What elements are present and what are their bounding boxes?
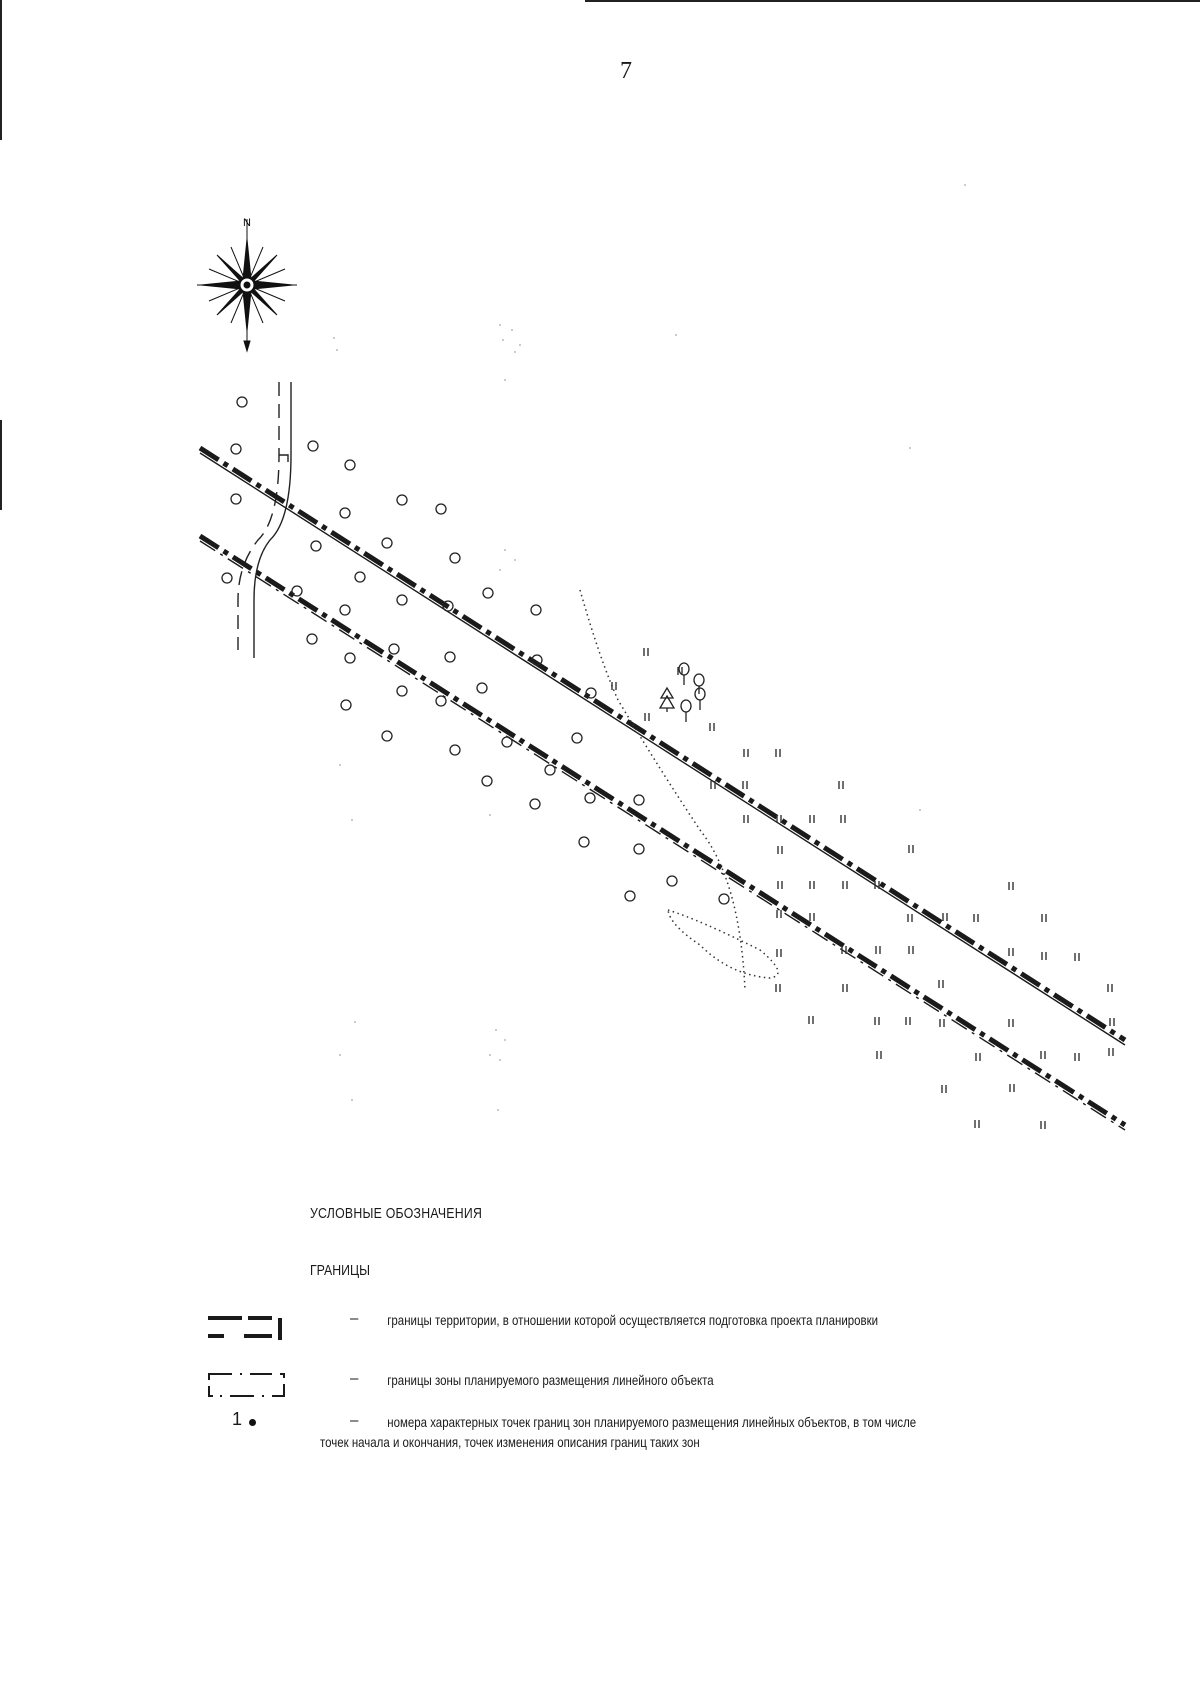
marsh-icon — [842, 946, 846, 954]
marsh-symbols — [612, 648, 1114, 1129]
marsh-icon — [843, 984, 847, 992]
marsh-icon — [777, 815, 781, 823]
map-circles — [222, 397, 729, 904]
marsh-icon — [1041, 1121, 1045, 1129]
marsh-icon — [778, 846, 782, 854]
marsh-icon — [877, 1051, 881, 1059]
territory-boundary-upper — [200, 448, 1125, 1045]
marsh-icon — [1042, 952, 1046, 960]
marsh-icon — [809, 1016, 813, 1024]
marsh-icon — [612, 682, 616, 690]
point-number-icon — [200, 1409, 292, 1436]
legend-item-dash: – — [350, 1412, 359, 1429]
zone-boundary-icon — [200, 1370, 292, 1400]
legend-item-dash: – — [350, 1370, 359, 1387]
marsh-icon — [976, 1053, 980, 1061]
marsh-icon — [841, 815, 845, 823]
marsh-icon — [810, 913, 814, 921]
marsh-icon — [876, 946, 880, 954]
marsh-icon — [776, 984, 780, 992]
legend-item-point-number — [200, 1409, 1060, 1456]
legend-item-dash: – — [350, 1310, 359, 1327]
marsh-icon — [943, 913, 947, 921]
marsh-icon — [810, 881, 814, 889]
marsh-icon — [744, 815, 748, 823]
marsh-icon — [939, 980, 943, 988]
point-dot — [249, 1419, 256, 1426]
marsh-icon — [906, 1017, 910, 1025]
marsh-icon — [1075, 1053, 1079, 1061]
marsh-icon — [645, 713, 649, 721]
marsh-icon — [678, 667, 682, 675]
marsh-icon — [909, 845, 913, 853]
marsh-icon — [744, 749, 748, 757]
marsh-icon — [940, 1019, 944, 1027]
marsh-icon — [875, 1017, 879, 1025]
territory-boundary-icon — [200, 1310, 292, 1344]
legend-item-territory-boundary — [200, 1310, 1060, 1354]
marsh-icon — [1109, 1048, 1113, 1056]
marsh-icon — [875, 881, 879, 889]
marsh-icon — [975, 1120, 979, 1128]
marsh-icon — [909, 946, 913, 954]
legend-item-text: границы зоны планируемого размещения линейного объекта — [387, 1372, 714, 1388]
point-number-label: 1 — [232, 1409, 243, 1429]
compass-rose-icon — [197, 219, 297, 351]
legend-item-zone-boundary — [200, 1370, 1060, 1400]
page-number: 7 — [620, 58, 632, 84]
marsh-icon — [711, 781, 715, 789]
marsh-icon — [942, 1085, 946, 1093]
marsh-icon — [743, 781, 747, 789]
marsh-icon — [1009, 948, 1013, 956]
marsh-icon — [710, 723, 714, 731]
marsh-icon — [1075, 953, 1079, 961]
marsh-icon — [839, 781, 843, 789]
marsh-icon — [908, 914, 912, 922]
marsh-icon — [843, 881, 847, 889]
marsh-icon — [974, 914, 978, 922]
speckle-marks — [333, 184, 966, 1111]
compass-north-label: N — [243, 217, 251, 229]
marsh-icon — [1010, 1084, 1014, 1092]
marsh-icon — [777, 910, 781, 918]
marsh-icon — [1041, 1051, 1045, 1059]
legend-item-text: номера характерных точек границ зон планируемого размещения линейных объектов, в том числе точек начала и окончания, точек изменения описания границ таких зон — [320, 1414, 917, 1450]
marsh-icon — [1042, 914, 1046, 922]
marsh-icon — [1108, 984, 1112, 992]
road — [238, 382, 291, 658]
marsh-icon — [777, 949, 781, 957]
territory-boundary-lower — [200, 536, 1125, 1130]
marsh-icon — [644, 648, 648, 656]
marsh-icon — [778, 881, 782, 889]
legend-item-text: границы территории, в отношении которой осуществляется подготовка проекта планировки — [387, 1312, 879, 1328]
legend-subtitle: ГРАНИЦЫ — [310, 1262, 370, 1279]
marsh-icon — [1009, 1019, 1013, 1027]
legend-title: УСЛОВНЫЕ ОБОЗНАЧЕНИЯ — [310, 1205, 483, 1222]
marsh-icon — [1009, 882, 1013, 890]
marsh-icon — [810, 815, 814, 823]
marsh-icon — [1110, 1018, 1114, 1026]
marsh-icon — [776, 749, 780, 757]
dotted-contour — [580, 590, 778, 990]
